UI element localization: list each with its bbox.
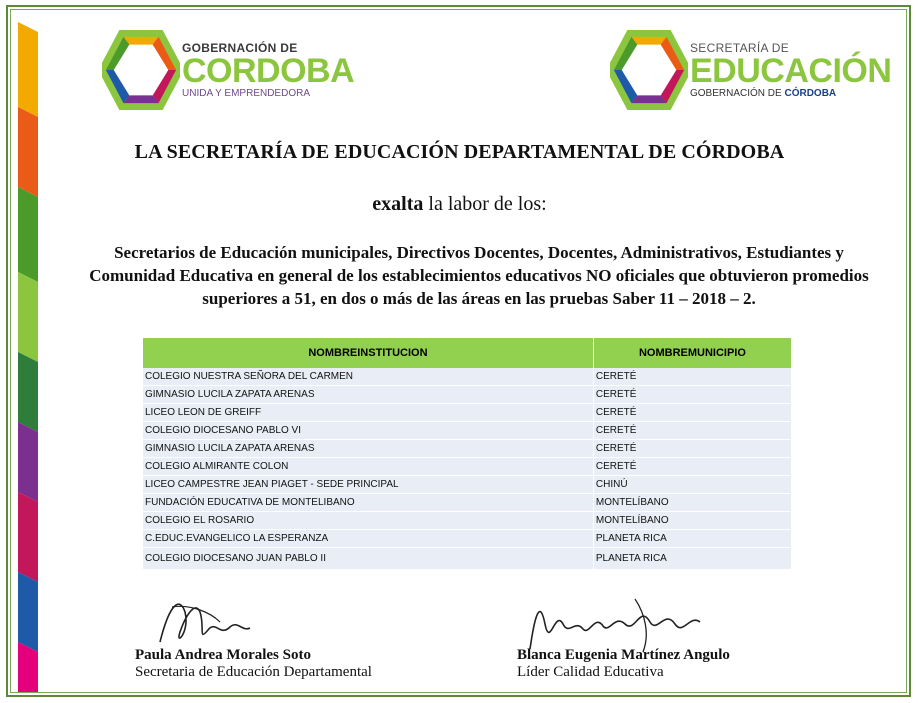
- header-institution: NOMBREINSTITUCION: [143, 338, 593, 368]
- hexagon-logo-icon: [610, 30, 688, 110]
- signer-role: Líder Calidad Educativa: [517, 664, 664, 680]
- table-row: [143, 368, 792, 386]
- cell-municipality: MONTELÍBANO: [593, 494, 791, 512]
- cell-municipality: CERETÉ: [593, 368, 791, 386]
- logo-line-2: EDUCACIÓN: [690, 51, 892, 90]
- cell-institution: COLEGIO DIOCESANO PABLO VI: [143, 422, 593, 440]
- table-row: [143, 494, 792, 512]
- signer-name: Blanca Eugenia Martínez Angulo: [517, 647, 730, 663]
- table-row: [143, 440, 792, 458]
- cell-municipality: CERETÉ: [593, 386, 791, 404]
- cell-institution: COLEGIO ALMIRANTE COLON: [143, 458, 593, 476]
- logo-line-3: UNIDA Y EMPRENDEDORA: [182, 87, 310, 99]
- subtitle-bold: exalta: [372, 193, 424, 215]
- page-title: LA SECRETARÍA DE EDUCACIÓN DEPARTAMENTAL DE CÓRDOBA: [134, 141, 785, 163]
- table-row: [143, 422, 792, 440]
- cell-institution: LICEO LEON DE GREIFF: [143, 404, 593, 422]
- cell-institution: LICEO CAMPESTRE JEAN PIAGET - SEDE PRINCIPAL: [143, 476, 593, 494]
- cell-institution: GIMNASIO LUCILA ZAPATA ARENAS: [143, 440, 593, 458]
- subtitle: [0, 193, 919, 216]
- logo-line-3-bold: CÓRDOBA: [784, 87, 837, 99]
- cell-municipality: CERETÉ: [593, 404, 791, 422]
- logo-line-2: CORDOBA: [182, 51, 355, 90]
- cell-municipality: PLANETA RICA: [593, 548, 791, 570]
- table-row: [143, 530, 792, 548]
- signer-role: Secretaria de Educación Departamental: [135, 664, 372, 680]
- logo-line-3: [690, 88, 891, 99]
- logo-line-3-prefix: GOBERNACIÓN DE: [690, 87, 785, 99]
- logo-line-1: GOBERNACIÓN DE: [182, 40, 298, 55]
- cell-institution: GIMNASIO LUCILA ZAPATA ARENAS: [143, 386, 593, 404]
- cell-municipality: CERETÉ: [593, 440, 791, 458]
- subtitle-rest: la labor de los:: [423, 193, 547, 215]
- table-row: [143, 548, 792, 570]
- cell-institution: COLEGIO NUESTRA SEÑORA DEL CARMEN: [143, 368, 593, 386]
- cell-institution: C.EDUC.EVANGELICO LA ESPERANZA: [143, 530, 593, 548]
- signature-block-left: [135, 647, 372, 681]
- table-row: [143, 458, 792, 476]
- recognition-paragraph: Secretarios de Educación municipales, Directivos Docentes, Docentes, Administrativos, Estudiantes y Comunidad Educativa en general de los establecimientos educativos NO oficiales que obtuvieron promedios superiores a 51, en dos o más de las áreas en las pruebas Saber 11 – 2018 – 2.: [89, 243, 869, 308]
- decorative-stripe: [18, 22, 38, 692]
- signature-scribble-left: [150, 592, 260, 654]
- cell-municipality: CHINÚ: [593, 476, 791, 494]
- signature-block-right: [517, 647, 730, 681]
- cell-municipality: CERETÉ: [593, 422, 791, 440]
- signer-name: Paula Andrea Morales Soto: [135, 647, 311, 663]
- table-header-row: [143, 338, 792, 368]
- logo-line-1: SECRETARÍA DE: [690, 40, 790, 55]
- cell-municipality: PLANETA RICA: [593, 530, 791, 548]
- cell-institution: COLEGIO DIOCESANO JUAN PABLO II: [143, 548, 593, 570]
- hexagon-logo-icon: [102, 30, 180, 110]
- cell-municipality: MONTELÍBANO: [593, 512, 791, 530]
- cell-institution: FUNDACIÓN EDUCATIVA DE MONTELIBANO: [143, 494, 593, 512]
- gobernacion-logo: [102, 30, 354, 110]
- table-row: [143, 476, 792, 494]
- table-row: [143, 512, 792, 530]
- cell-municipality: CERETÉ: [593, 458, 791, 476]
- table-row: [143, 404, 792, 422]
- header-municipality: NOMBREMUNICIPIO: [593, 338, 791, 368]
- table-row: [143, 386, 792, 404]
- cell-institution: COLEGIO EL ROSARIO: [143, 512, 593, 530]
- secretaria-educacion-logo: [610, 30, 891, 110]
- institutions-table: [143, 338, 792, 570]
